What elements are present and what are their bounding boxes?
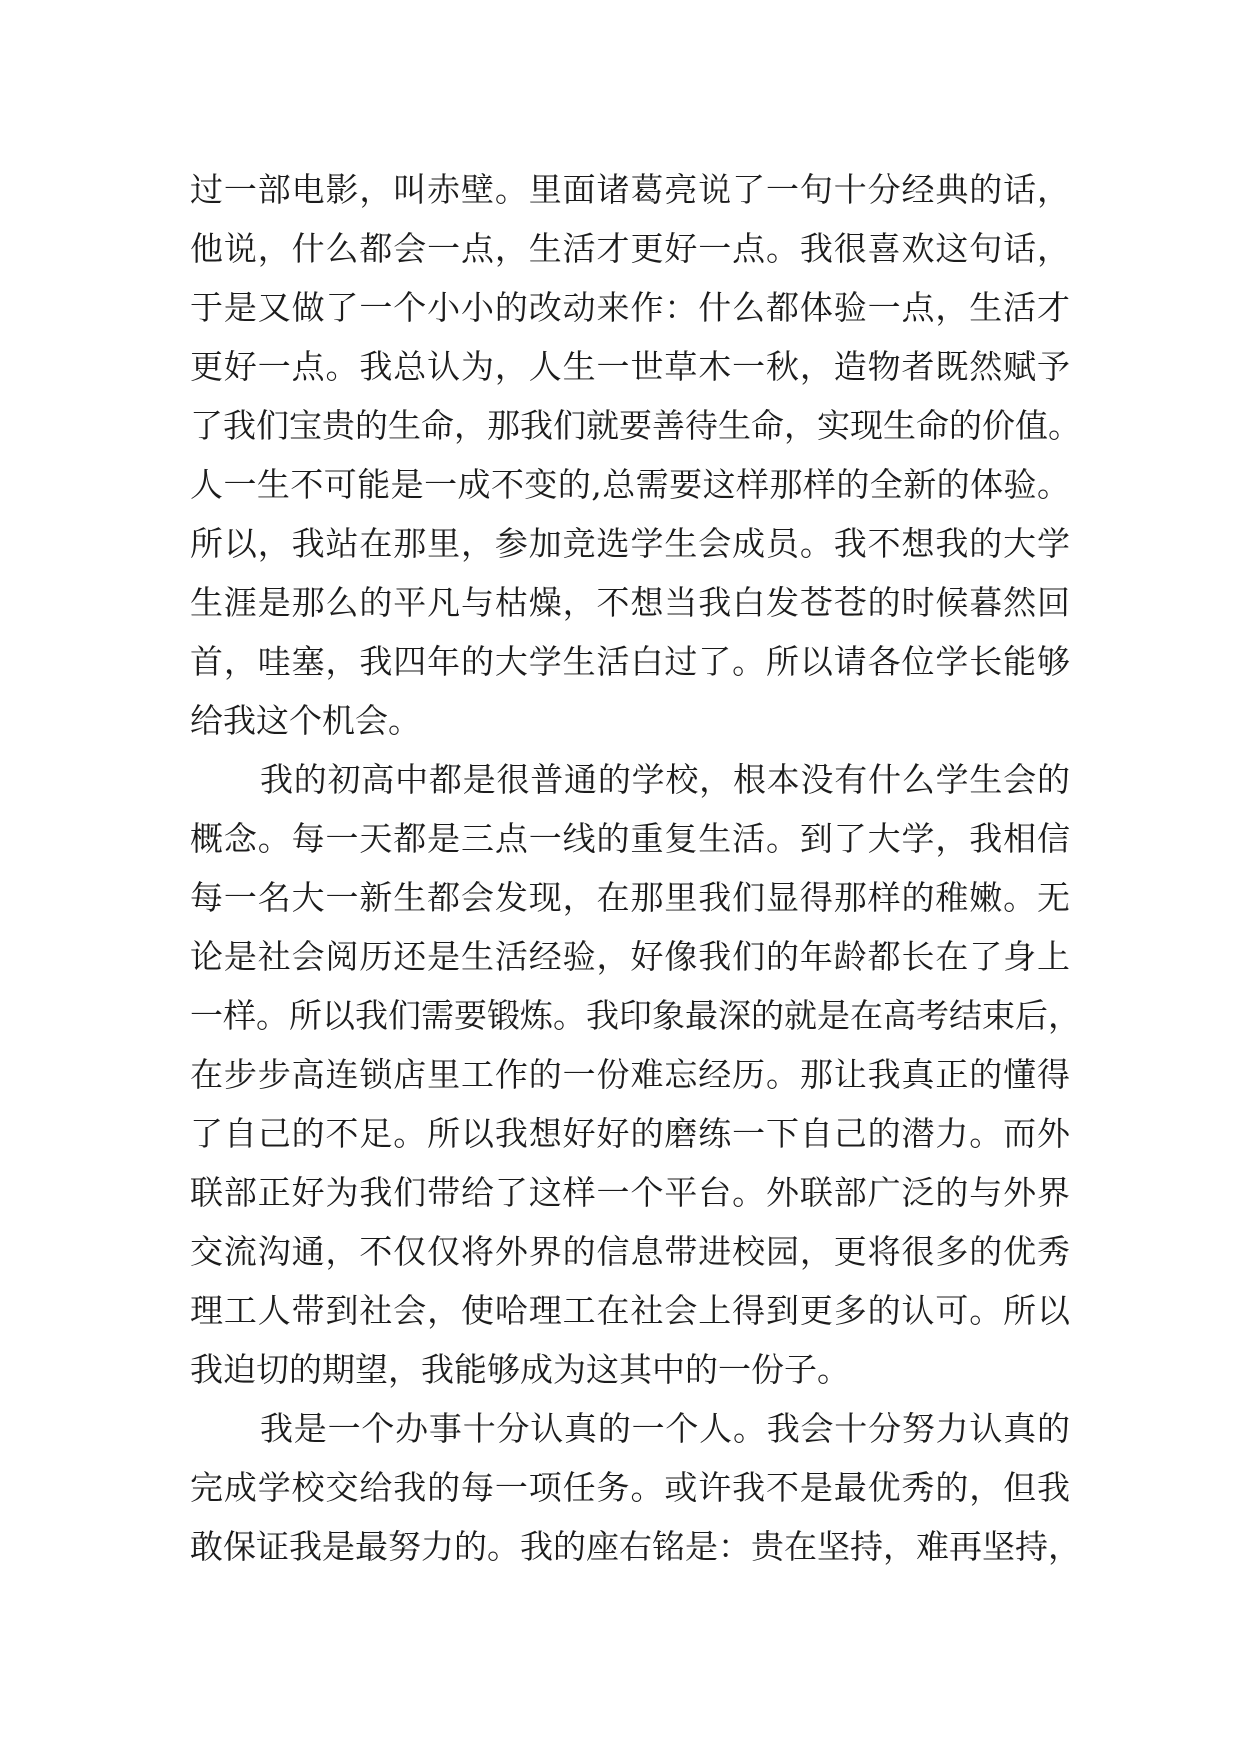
text-line: 一样。所以我们需要锻炼。我印象最深的就是在高考结束后， [190,996,1081,1035]
text-line: 更好一点。我总认为，人生一世草木一秋，造物者既然赋予 [190,347,1070,386]
text-line: 人一生不可能是一成不变的,总需要这样那样的全新的体验。 [190,465,1070,504]
text-line: 每一名大一新生都会发现，在那里我们显得那样的稚嫩。无 [190,878,1070,917]
text-line: 过一部电影，叫赤壁。里面诸葛亮说了一句十分经典的话， [190,170,1070,209]
text-line: 我的初高中都是很普通的学校，根本没有什么学生会的 [260,760,1070,799]
text-line: 我迫切的期望，我能够成为这其中的一份子。 [190,1350,850,1389]
paragraph-2 [190,750,1081,1399]
text-line: 首，哇塞，我四年的大学生活白过了。所以请各位学长能够 [190,642,1070,681]
text-line: 生涯是那么的平凡与枯燥，不想当我白发苍苍的时候暮然回 [190,583,1070,622]
document-body [190,160,1081,1576]
text-line: 交流沟通，不仅仅将外界的信息带进校园，更将很多的优秀 [190,1232,1070,1271]
text-line: 了我们宝贵的生命，那我们就要善待生命，实现生命的价值。 [190,406,1081,445]
text-line: 于是又做了一个小小的改动来作：什么都体验一点，生活才 [190,288,1070,327]
text-line: 在步步高连锁店里工作的一份难忘经历。那让我真正的懂得 [190,1055,1070,1094]
text-line: 论是社会阅历还是生活经验，好像我们的年龄都长在了身上 [190,937,1070,976]
text-line: 了自己的不足。所以我想好好的磨练一下自己的潜力。而外 [190,1114,1070,1153]
paragraph-3 [190,1399,1081,1576]
text-line: 给我这个机会。 [190,701,421,740]
text-line: 所以，我站在那里，参加竞选学生会成员。我不想我的大学 [190,524,1070,563]
text-line: 我是一个办事十分认真的一个人。我会十分努力认真的 [260,1409,1070,1448]
text-line: 联部正好为我们带给了这样一个平台。外联部广泛的与外界 [190,1173,1070,1212]
paragraph-1 [190,160,1081,750]
text-line: 理工人带到社会，使哈理工在社会上得到更多的认可。所以 [190,1291,1070,1330]
text-line: 完成学校交给我的每一项任务。或许我不是最优秀的，但我 [190,1468,1070,1507]
text-line: 敢保证我是最努力的。我的座右铭是：贵在坚持，难再坚持， [190,1527,1081,1566]
text-line: 概念。每一天都是三点一线的重复生活。到了大学，我相信 [190,819,1070,858]
text-line: 他说，什么都会一点，生活才更好一点。我很喜欢这句话， [190,229,1070,268]
